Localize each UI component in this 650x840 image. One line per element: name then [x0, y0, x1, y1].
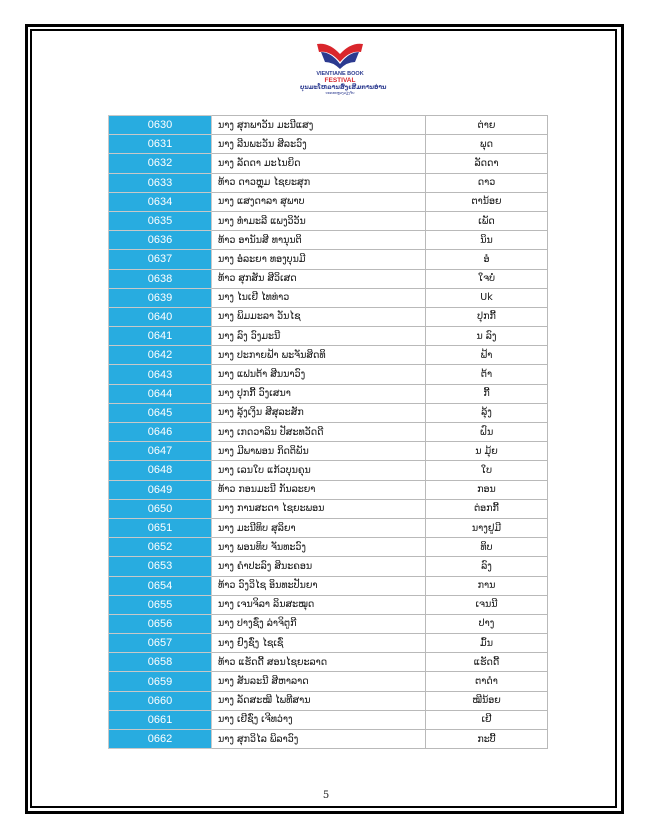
logo-line-3: ບຸນມະໂຫລານສົ່ງເສີມການອ່ານ [300, 84, 387, 91]
nickname: ຝົນ [426, 423, 548, 442]
table-row [109, 327, 548, 346]
row-number: 0657 [109, 634, 212, 653]
table-row [109, 634, 548, 653]
full-name: ທ້າວ ສຸກສັນ ສີວິເສດ [212, 269, 426, 288]
row-number: 0646 [109, 423, 212, 442]
table-row [109, 250, 548, 269]
table-row [109, 211, 548, 230]
nickname: ຕ່າຍ [426, 116, 548, 135]
row-number: 0637 [109, 250, 212, 269]
full-name: ນາງ ພອນທິບ ຈັນທະວົງ [212, 538, 426, 557]
participants-table [108, 115, 548, 749]
full-name: ນາງ ການສະດາ ໄຊຍະພອນ [212, 499, 426, 518]
row-number: 0630 [109, 116, 212, 135]
full-name: ນາງ ລັດດາ ມະໄນຍິດ [212, 154, 426, 173]
table-row [109, 173, 548, 192]
nickname: ຕານ້ອຍ [426, 192, 548, 211]
table-row [109, 614, 548, 633]
nickname: ແຮັດດີ້ [426, 653, 548, 672]
nickname: ປຸກກີ້ [426, 307, 548, 326]
nickname: ເຈນນີ [426, 595, 548, 614]
table-row [109, 672, 548, 691]
nickname: Uk [426, 288, 548, 307]
full-name: ນາງ ລຸ້ງເງິນ ສີສຸລະສັກ [212, 403, 426, 422]
nickname: ການ [426, 576, 548, 595]
full-name: ນາງ ທຳມະລີ ແພງວິວັນ [212, 211, 426, 230]
row-number: 0649 [109, 480, 212, 499]
table-row [109, 595, 548, 614]
row-number: 0631 [109, 135, 212, 154]
nickname: ກີ້ [426, 384, 548, 403]
nickname: ປາງ [426, 614, 548, 633]
row-number: 0644 [109, 384, 212, 403]
logo-line-1: VIENTIANE BOOK [316, 71, 364, 77]
nickname: ຕາດຳ [426, 672, 548, 691]
full-name: ທ້າວ ດາວຫຼຸມ ໄຊຍະສຸກ [212, 173, 426, 192]
row-number: 0634 [109, 192, 212, 211]
nickname: ລົງ [426, 557, 548, 576]
nickname: ເຢີ [426, 710, 548, 729]
full-name: ນາງ ສຸກພາວັນ ມະນີແສງ [212, 116, 426, 135]
row-number: 0642 [109, 346, 212, 365]
table-row [109, 346, 548, 365]
row-number: 0639 [109, 288, 212, 307]
row-number: 0632 [109, 154, 212, 173]
nickname: ພຸດ [426, 135, 548, 154]
full-name: ທ້າວ ແຮັດດີ້ ສອນໄຊຍະລາດ [212, 653, 426, 672]
row-number: 0658 [109, 653, 212, 672]
nickname: ກະບີ້ [426, 730, 548, 749]
row-number: 0659 [109, 672, 212, 691]
festival-logo [300, 40, 387, 110]
nickname: ຟ້າ [426, 346, 548, 365]
full-name: ນາງ ມະນີທິບ ສຸລິຍາ [212, 518, 426, 537]
full-name: ທ້າວ ກອນມະນີ ກັນລະຍາ [212, 480, 426, 499]
nickname: ມົ້ນ [426, 634, 548, 653]
nickname: ນິນ [426, 231, 548, 250]
row-number: 0647 [109, 442, 212, 461]
full-name: ນາງ ແສງດາລາ ສຸພາບ [212, 192, 426, 211]
nickname: ໝີນ້ອຍ [426, 691, 548, 710]
full-name: ນາງ ລັດສະໝີ ໄພທີສານ [212, 691, 426, 710]
table-row [109, 384, 548, 403]
nickname: ນ ມຸ້ຍ [426, 442, 548, 461]
row-number: 0643 [109, 365, 212, 384]
row-number: 0654 [109, 576, 212, 595]
row-number: 0656 [109, 614, 212, 633]
nickname: ນາງຢູມີ [426, 518, 548, 537]
full-name: ນາງ ອໍລະຍາ ທອງບຸນມີ [212, 250, 426, 269]
table-row [109, 691, 548, 710]
table-row [109, 442, 548, 461]
full-name: ນາງ ເກດວາລິນ ປັສະທວັດດີ [212, 423, 426, 442]
table-row [109, 307, 548, 326]
full-name: ນາງ ສຸກວິໄລ ພິລາວົງ [212, 730, 426, 749]
nickname: ໃບ [426, 461, 548, 480]
row-number: 0655 [109, 595, 212, 614]
table-row [109, 576, 548, 595]
nickname: ຕ້າ [426, 365, 548, 384]
row-number: 0640 [109, 307, 212, 326]
table-row [109, 269, 548, 288]
nickname: ກອນ [426, 480, 548, 499]
logo-line-4: ນະຄອນຫຼວງວຽງຈັນ [325, 91, 355, 95]
full-name: ທ້າວ ອານັນສີ ທານຸນຕິ [212, 231, 426, 250]
table-row [109, 653, 548, 672]
nickname: ລຸ້ງ [426, 403, 548, 422]
row-number: 0645 [109, 403, 212, 422]
full-name: ນາງ ສັນລະນີ ສີຫາລາດ [212, 672, 426, 691]
table-row [109, 480, 548, 499]
full-name: ນາງ ເຈນຈິລາ ລິນສະໝຸດ [212, 595, 426, 614]
table-row [109, 192, 548, 211]
table-row [109, 461, 548, 480]
table-row [109, 116, 548, 135]
table-row [109, 288, 548, 307]
full-name: ນາງ ພິມມະລາ ວັນໄຊ [212, 307, 426, 326]
full-name: ທ້າວ ວົງວິໄຊ ອິນທະປັນຍາ [212, 576, 426, 595]
table-row [109, 710, 548, 729]
row-number: 0661 [109, 710, 212, 729]
table-row [109, 499, 548, 518]
page-number: 5 [322, 790, 330, 801]
table-row [109, 403, 548, 422]
table-row [109, 423, 548, 442]
table-row [109, 557, 548, 576]
full-name: ນາງ ຢົງຊົ່ງ ໄຊເຊົ່ [212, 634, 426, 653]
table-row [109, 154, 548, 173]
row-number: 0641 [109, 327, 212, 346]
row-number: 0662 [109, 730, 212, 749]
row-number: 0633 [109, 173, 212, 192]
nickname: ຕ່ອກກີ້ [426, 499, 548, 518]
table-row [109, 538, 548, 557]
row-number: 0636 [109, 231, 212, 250]
full-name: ນາງ ແຟນຕ້າ ສີນນາວົງ [212, 365, 426, 384]
book-wings-icon [315, 40, 365, 70]
full-name: ນາງ ມີພາພອນ ກິດຕິພັນ [212, 442, 426, 461]
row-number: 0635 [109, 211, 212, 230]
full-name: ນາງ ລົງ ວົງມະນີ [212, 327, 426, 346]
table-row [109, 365, 548, 384]
full-name: ນາງ ໄນເຢີ ໄທທ່າວ [212, 288, 426, 307]
full-name: ນາງ ເລນໃບ ແກ້ວບຸນຄຸນ [212, 461, 426, 480]
nickname: ດາວ [426, 173, 548, 192]
logo-line-2: FESTIVAL [324, 77, 356, 84]
full-name: ນາງ ປະກາຍຟ້າ ພະຈັນສິດທິ [212, 346, 426, 365]
nickname: ອໍ [426, 250, 548, 269]
nickname: ເພັດ [426, 211, 548, 230]
full-name: ນາງ ເຢີຊົ່ງ ເຈີທວ່າງ [212, 710, 426, 729]
table-row [109, 518, 548, 537]
row-number: 0653 [109, 557, 212, 576]
full-name: ນາງ ປາງຊົ່ງ ລ່າຈິຕູກີ [212, 614, 426, 633]
table-row [109, 135, 548, 154]
full-name: ນາງ ລີນພະວັນ ສີລະວົງ [212, 135, 426, 154]
row-number: 0638 [109, 269, 212, 288]
row-number: 0660 [109, 691, 212, 710]
full-name: ນາງ ປຸກກີ້ ວົງເສນາ [212, 384, 426, 403]
row-number: 0651 [109, 518, 212, 537]
full-name: ນາງ ຄຳປະລົງ ສິນະຄອນ [212, 557, 426, 576]
nickname: ທິບ [426, 538, 548, 557]
row-number: 0650 [109, 499, 212, 518]
nickname: ນ ລົງ [426, 327, 548, 346]
nickname: ລັດດາ [426, 154, 548, 173]
row-number: 0648 [109, 461, 212, 480]
table-row [109, 730, 548, 749]
table-row [109, 231, 548, 250]
row-number: 0652 [109, 538, 212, 557]
nickname: ໃຈບໍ່ [426, 269, 548, 288]
